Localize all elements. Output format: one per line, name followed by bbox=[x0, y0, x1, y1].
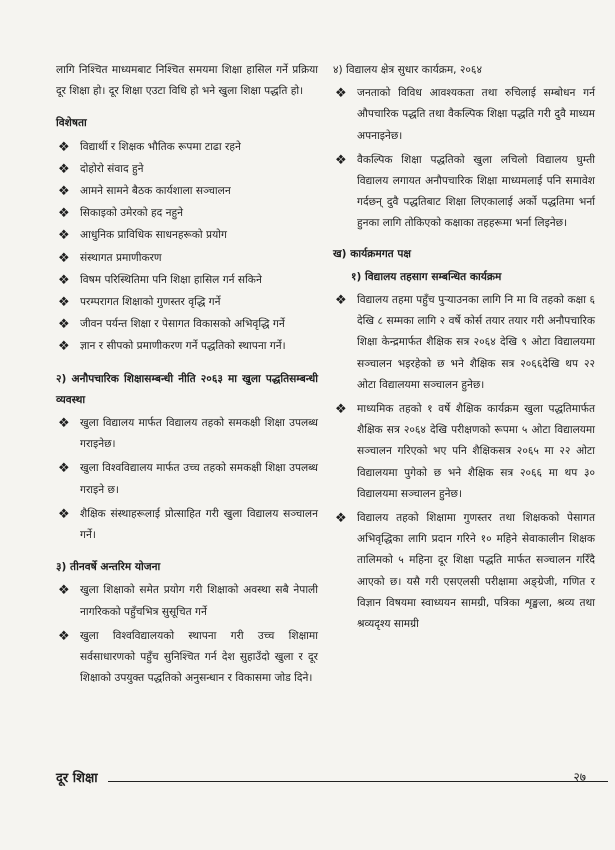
bullet-icon: ❖ bbox=[58, 250, 70, 266]
list-item: ❖ परम्परागत शिक्षाको गुणस्तर वृद्धि गर्ने bbox=[56, 292, 318, 313]
right-column bbox=[333, 60, 595, 638]
bullet-icon: ❖ bbox=[58, 184, 70, 200]
bullet-icon: ❖ bbox=[58, 628, 70, 644]
list-item: ❖ ज्ञान र सीपको प्रमाणीकरण गर्ने पद्धतिको स्थापना गर्ने। bbox=[56, 336, 318, 357]
list-item: ❖ आधुनिक प्राविधिक साधनहरूको प्रयोग bbox=[56, 225, 318, 246]
reform-heading: ४) विद्यालय क्षेत्र सुधार कार्यक्रम, २०६४ bbox=[333, 64, 482, 76]
program-sub-heading: १) विद्यालय तहसाग सम्बन्धित कार्यक्रम bbox=[351, 270, 502, 283]
left-column bbox=[56, 60, 318, 692]
bullet-icon: ❖ bbox=[58, 506, 70, 522]
policy-heading: २) अनौपचारिक शिक्षासम्बन्धी नीति २०६३ मा खुला पद्धतिसम्बन्धी व्यवस्था bbox=[56, 372, 318, 406]
list-item: ❖ आमने सामने बैठक कार्यशाला सञ्चालन bbox=[56, 181, 318, 202]
page-footer bbox=[56, 768, 586, 794]
footer-rule bbox=[108, 781, 608, 782]
list-item: ❖ जनताको विविध आवश्यकता तथा रुचिलाई सम्बोधन गर्न औपचारिक पद्धति तथा वैकल्पिक शिक्षा पद्धति गरी दुवै माध्यम अपनाइनेछ। bbox=[333, 83, 595, 147]
reform-list bbox=[333, 83, 595, 234]
list-item: ❖ दोहोरो संवाद हुने bbox=[56, 159, 318, 180]
list-item: ❖ संस्थागत प्रमाणीकरण bbox=[56, 248, 318, 269]
bullet-icon: ❖ bbox=[335, 152, 347, 168]
bullet-icon: ❖ bbox=[58, 206, 70, 222]
bullet-icon: ❖ bbox=[58, 228, 70, 244]
list-item: ❖ जीवन पर्यन्त शिक्षा र पेसागत विकासको अभिवृद्धि गर्ने bbox=[56, 314, 318, 335]
list-item: ❖ खुला विद्यालय मार्फत विद्यालय तहको समकक्षी शिक्षा उपलब्ध गराइनेछ। bbox=[56, 413, 318, 455]
plan-heading: ३) तीनवर्षे अन्तरिम योजना bbox=[56, 561, 161, 574]
list-item: ❖ शैक्षिक संस्थाहरूलाई प्रोत्साहित गरी खुला विद्यालय सञ्चालन गर्ने। bbox=[56, 504, 318, 546]
list-item: ❖ वैकल्पिक शिक्षा पद्धतिको खुला लचिलो विद्यालय घुम्ती विद्यालय लगायत अनौपचारिक शिक्षा माध्यमलाई पनि समावेश गर्दछन् दुवै पद्धतिबाट शिक्षा लिएकालाई अर्को पद्धतिमा भर्ना हुनका लागि तोकिएको कक्षाका तहहरूमा भर्ना लिइनेछ। bbox=[333, 150, 595, 235]
page-number: २७ bbox=[573, 770, 586, 784]
list-item: ❖ विद्यालय तहमा पहुँच पुऱ्याउनका लागि नि मा वि तहको कक्षा ६ देखि ८ सम्मका लागि २ वर्षे कोर्स तयार तयार गरी अनौपचारिक शिक्षा केन्द्रमार्फत शैक्षिक सत्र २०६४ देखि ९ ओटा विद्यालयमा सञ्चालन भइरहेको छ भने शैक्षिक सत्र २०६६देखि थप २२ ओटा विद्यालयमा सञ्चालन हुनेछ। bbox=[333, 290, 595, 396]
bullet-icon: ❖ bbox=[58, 295, 70, 311]
program-heading: ख) कार्यक्रमगत पक्ष bbox=[333, 247, 411, 260]
footer-title: दूर शिक्षा bbox=[56, 771, 98, 786]
list-item: ❖ खुला विश्वविद्यालय मार्फत उच्च तहको समकक्षी शिक्षा उपलब्ध गराइने छ। bbox=[56, 458, 318, 500]
policy-list bbox=[56, 413, 318, 546]
list-item: ❖ खुला शिक्षाको समेत प्रयोग गरी शिक्षाको अवस्था सबै नेपाली नागरिकको पहुँचभित्र सुसूचित गर्ने bbox=[56, 580, 318, 622]
list-item: ❖ विद्यार्थी र शिक्षक भौतिक रूपमा टाढा रहने bbox=[56, 137, 318, 158]
list-item: ❖ खुला विश्वविद्यालयको स्थापना गरी उच्च शिक्षामा सर्वसाधारणको पहुँच सुनिश्चित गर्न देश सुहाउँदो खुला र दूर शिक्षाको उपयुक्त पद्धतिको अनुसन्धान र विकासमा जोड दिने। bbox=[56, 626, 318, 690]
bullet-icon: ❖ bbox=[58, 139, 70, 155]
bullet-icon: ❖ bbox=[58, 461, 70, 477]
intro-paragraph: लागि निश्चित माध्यमबाट निश्चित समयमा शिक्षा हासिल गर्ने प्रक्रिया दूर शिक्षा हो। दूर शिक्षा एउटा विधि हो भने खुला शिक्षा पद्धति हो। bbox=[56, 64, 318, 98]
program-list bbox=[333, 290, 595, 635]
bullet-icon: ❖ bbox=[335, 86, 347, 102]
plan-list bbox=[56, 580, 318, 689]
list-item: ❖ माध्यमिक तहको १ वर्षे शैक्षिक कार्यक्रम खुला पद्धतिमार्फत शैक्षिक सत्र २०६४ देखि परीक्षणको रूपमा ५ ओटा विद्यालयमा सञ्चालन गरिएको भए पनि शैक्षिकसत्र २०६५ मा २२ ओटा विद्यालयमा पुगेको छ भने शैक्षिक सत्र २०६६ मा थप ३० विद्यालयमा सञ्चालन हुनेछ। bbox=[333, 399, 595, 505]
bullet-icon: ❖ bbox=[58, 583, 70, 599]
features-heading: विशेषता bbox=[56, 117, 87, 130]
bullet-icon: ❖ bbox=[335, 511, 347, 527]
bullet-icon: ❖ bbox=[58, 161, 70, 177]
list-item: ❖ सिकाइको उमेरको हद नहुने bbox=[56, 203, 318, 224]
bullet-icon: ❖ bbox=[335, 293, 347, 309]
bullet-icon: ❖ bbox=[58, 272, 70, 288]
bullet-icon: ❖ bbox=[58, 317, 70, 333]
list-item: ❖ विद्यालय तहको शिक्षामा गुणस्तर तथा शिक्षकको पेसागत अभिवृद्धिका लागि प्रदान गरिने १० महिने सेवाकालीन शिक्षक तालिमको ५ महिना दूर शिक्षा पद्धति मार्फत सञ्चालन गरिँदै आएको छ। यसै गरी एसएलसी परीक्षामा अङ्ग्रेजी, गणित र विज्ञान विषयमा स्वाध्ययन सामग्री, पत्रिका शृङ्खला, श्रव्य तथा श्रव्यदृश्य सामग्री bbox=[333, 508, 595, 635]
features-list bbox=[56, 137, 318, 358]
bullet-icon: ❖ bbox=[58, 416, 70, 432]
bullet-icon: ❖ bbox=[58, 339, 70, 355]
bullet-icon: ❖ bbox=[335, 402, 347, 418]
list-item: ❖ विषम परिस्थितिमा पनि शिक्षा हासिल गर्न सकिने bbox=[56, 270, 318, 291]
